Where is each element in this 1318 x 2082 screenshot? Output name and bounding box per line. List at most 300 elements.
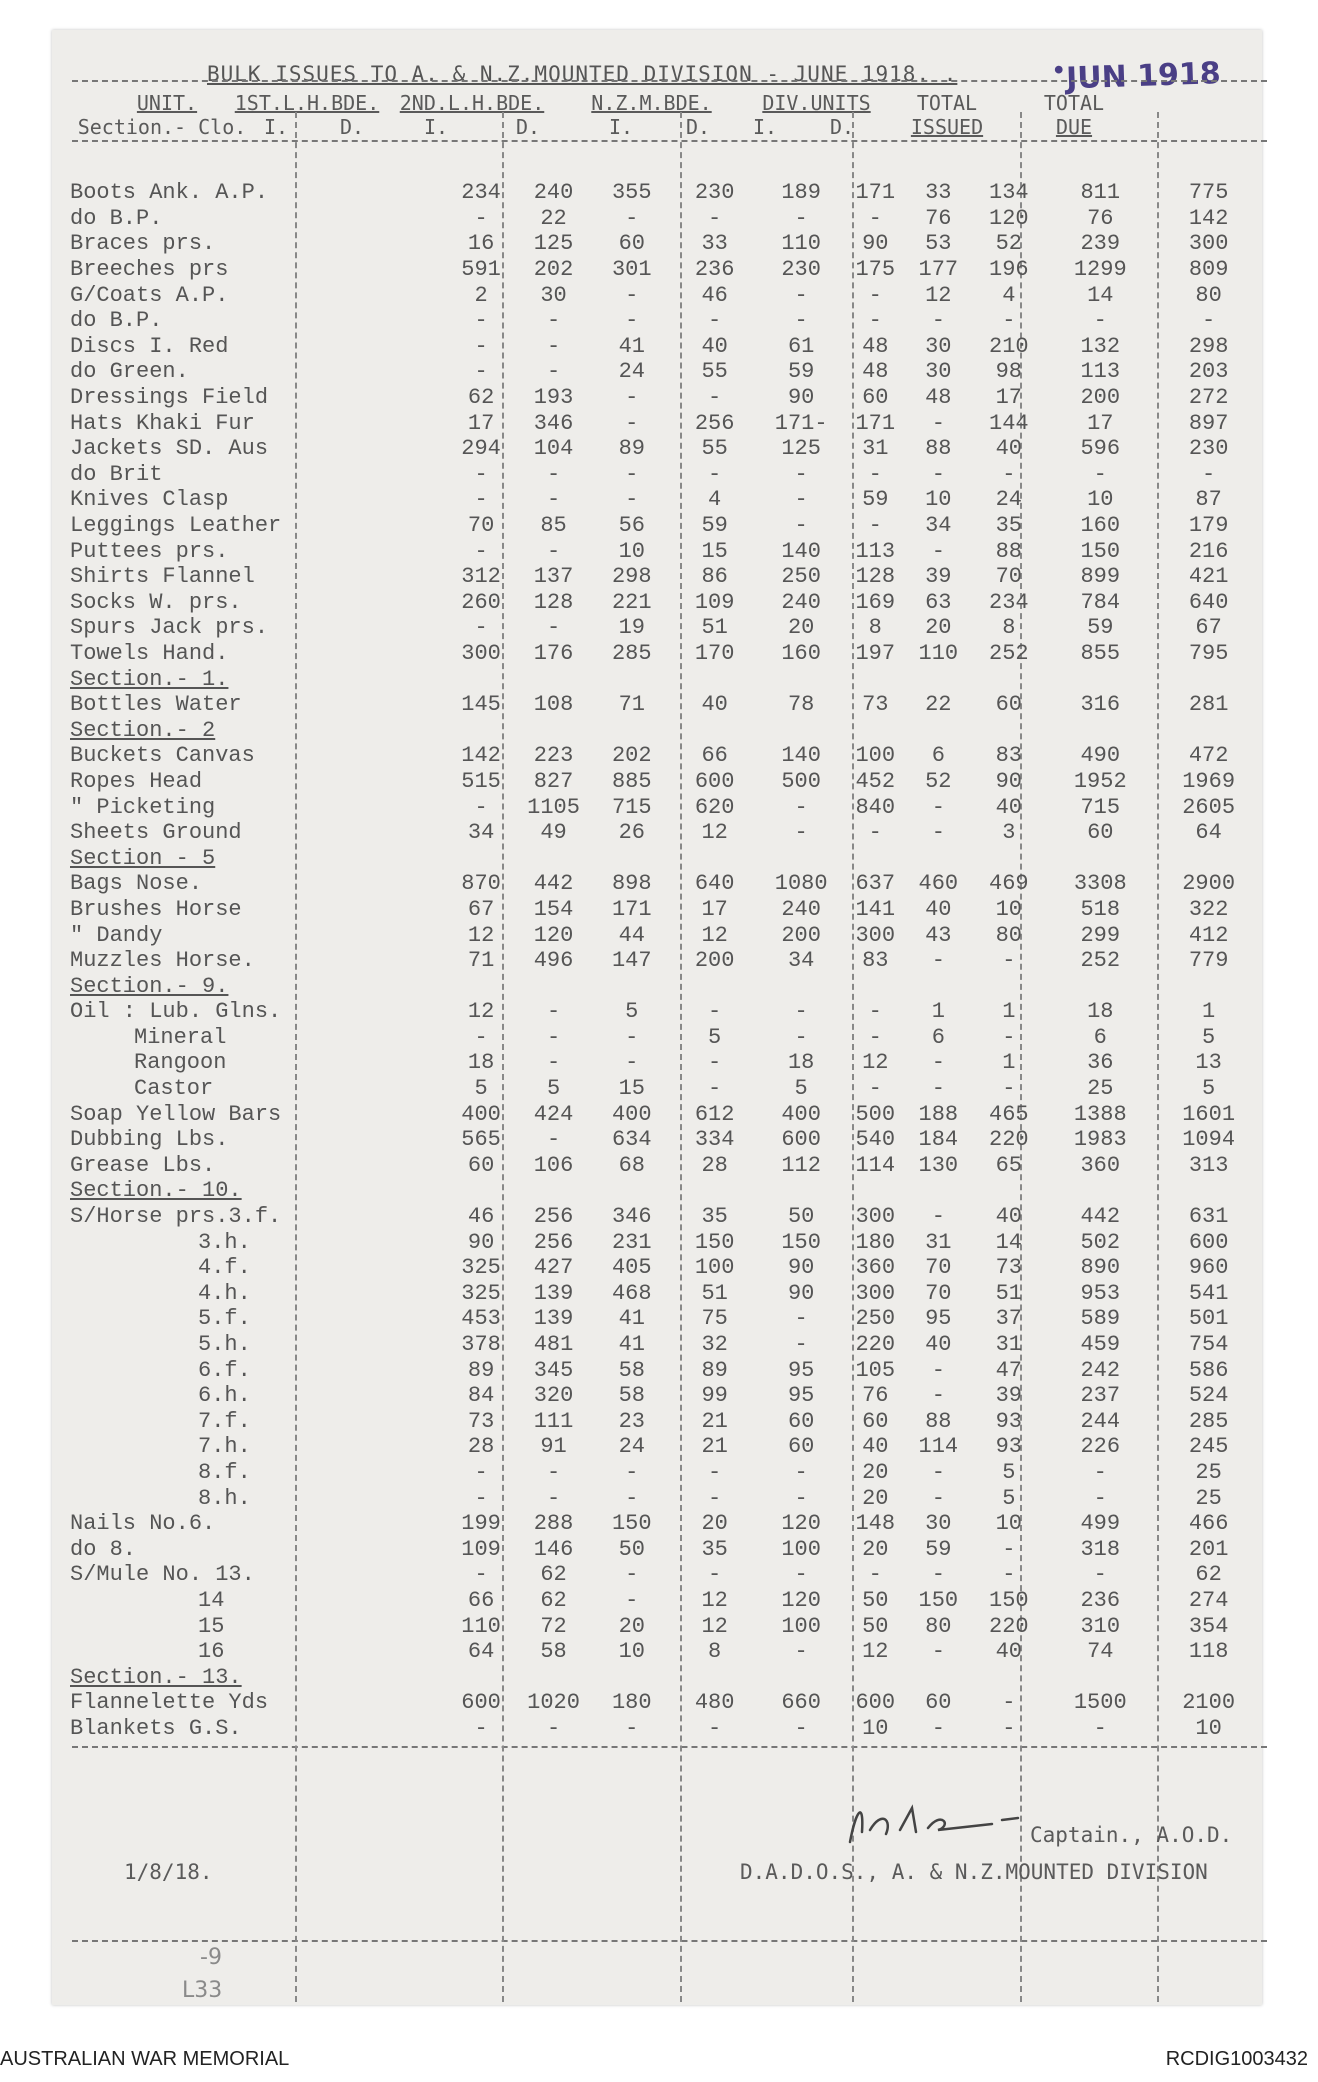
cell-value: - xyxy=(931,461,945,487)
cell-value: - xyxy=(1002,1562,1016,1588)
item-label: Bottles Water xyxy=(70,692,242,718)
cell-value xyxy=(673,973,756,999)
table-row xyxy=(70,1716,1262,1742)
cell-value: 400 xyxy=(611,1101,652,1127)
footer-archive-id: RCDIG1003432 xyxy=(1165,2048,1308,2070)
item-label: " Dandy xyxy=(70,922,163,948)
cell-value: 591 xyxy=(461,257,501,283)
cell-value xyxy=(1045,1178,1155,1204)
cell-value: 55 xyxy=(701,359,728,385)
cell-value: - xyxy=(708,999,722,1025)
cell-value: 24 xyxy=(618,1434,645,1460)
cell-value: 48 xyxy=(862,333,889,359)
table-row xyxy=(70,206,1262,232)
cell-value: - xyxy=(868,308,882,334)
cell-value: 51 xyxy=(995,1280,1023,1306)
cell-value: 200 xyxy=(694,948,735,974)
cell-value: 784 xyxy=(1080,589,1121,615)
cell-value: 147 xyxy=(611,948,652,974)
cell-value: 300 xyxy=(855,1204,896,1230)
cell-value: - xyxy=(868,205,882,231)
cell-value: 144 xyxy=(989,410,1029,436)
cell-value: 73 xyxy=(995,1255,1023,1281)
cell-value: 245 xyxy=(1188,1434,1229,1460)
cell-value: 24 xyxy=(995,487,1023,513)
cell-value: 110 xyxy=(461,1613,501,1639)
cell-value: 58 xyxy=(618,1383,645,1409)
cell-value xyxy=(517,845,591,871)
cell-value xyxy=(673,1178,756,1204)
cell-value xyxy=(1155,845,1262,871)
cell-value: 300 xyxy=(855,1280,896,1306)
signature xyxy=(842,1790,1042,1850)
rule-bottom xyxy=(72,1940,1267,1942)
cell-value: 64 xyxy=(1195,820,1222,846)
cell-value: - xyxy=(1093,461,1107,487)
table-row xyxy=(70,1204,1262,1230)
cell-value: 405 xyxy=(611,1255,652,1281)
cell-value: 59 xyxy=(701,513,728,539)
cell-value: 197 xyxy=(855,640,896,666)
cell-value: 6 xyxy=(931,1024,945,1050)
cell-value: - xyxy=(1202,461,1216,487)
cell-value: 244 xyxy=(1080,1408,1121,1434)
cell-value: 378 xyxy=(461,1332,501,1358)
cell-value: 48 xyxy=(862,359,889,385)
cell-value: - xyxy=(625,1459,639,1485)
cell-value xyxy=(756,845,846,871)
cell-value: 31 xyxy=(925,1229,952,1255)
cell-value: 114 xyxy=(918,1434,959,1460)
cell-value: 1983 xyxy=(1073,1127,1127,1153)
cell-value: - xyxy=(931,1562,945,1588)
item-label: Muzzles Horse. xyxy=(70,948,255,974)
cell-value: - xyxy=(868,1562,882,1588)
table-row xyxy=(70,794,1262,820)
rule-header xyxy=(72,140,1267,142)
cell-value xyxy=(972,973,1045,999)
cell-value: 100 xyxy=(781,1536,821,1562)
cell-value: 500 xyxy=(855,1101,896,1127)
cell-value: 41 xyxy=(618,333,645,359)
cell-value: 113 xyxy=(1080,359,1121,385)
cell-value xyxy=(846,666,904,692)
cell-value: 220 xyxy=(855,1332,896,1358)
table-row xyxy=(70,538,1262,564)
item-label: Sheets Ground xyxy=(70,820,242,846)
cell-value: 237 xyxy=(1080,1383,1121,1409)
item-label: 4.h. xyxy=(198,1280,251,1306)
cell-value: 18 xyxy=(1087,999,1114,1025)
cell-value xyxy=(673,717,756,743)
cell-value: - xyxy=(1202,308,1216,334)
cell-value: 80 xyxy=(925,1613,952,1639)
cell-value: 8 xyxy=(868,615,882,641)
cell-value: 21 xyxy=(701,1434,728,1460)
cell-value: 502 xyxy=(1080,1229,1121,1255)
cell-value: 345 xyxy=(533,1357,574,1383)
item-label: Spurs Jack prs. xyxy=(70,615,269,641)
cell-value: 41 xyxy=(618,1306,645,1332)
table-row xyxy=(70,180,1262,206)
cell-value: 87 xyxy=(1195,487,1222,513)
cell-value: 5 xyxy=(546,1076,561,1102)
table-row xyxy=(70,359,1262,385)
cell-value xyxy=(517,666,591,692)
cell-value: 1105 xyxy=(527,794,580,820)
cell-value: 176 xyxy=(533,640,574,666)
cell-value: 318 xyxy=(1080,1536,1121,1562)
cell-value: - xyxy=(794,794,808,820)
cell-value: 73 xyxy=(862,692,889,718)
cell-value: 346 xyxy=(611,1204,652,1230)
item-label: Ropes Head xyxy=(70,768,203,794)
cell-value: 70 xyxy=(467,513,495,539)
cell-value: 64 xyxy=(467,1639,495,1665)
section-label: Section.- 2 xyxy=(70,717,216,743)
cell-value: 86 xyxy=(701,564,728,590)
cell-value: 89 xyxy=(701,1357,728,1383)
cell-value: 242 xyxy=(1080,1357,1121,1383)
document-page xyxy=(52,30,1262,2005)
section-heading-row xyxy=(70,1664,1262,1690)
cell-value: - xyxy=(931,1383,945,1409)
cell-value: 150 xyxy=(694,1229,735,1255)
cell-value: 51 xyxy=(701,1280,728,1306)
cell-value: - xyxy=(794,308,808,334)
cell-value: 49 xyxy=(540,820,567,846)
cell-value: 2605 xyxy=(1182,794,1236,820)
cell-value: 5 xyxy=(625,999,639,1025)
cell-value: 210 xyxy=(989,333,1029,359)
cell-value: - xyxy=(794,205,808,231)
cell-value: 110 xyxy=(781,231,821,257)
cell-value: 10 xyxy=(1195,1715,1222,1741)
cell-value: - xyxy=(1002,461,1016,487)
cell-value: 490 xyxy=(1080,743,1121,769)
cell-value: 250 xyxy=(855,1306,896,1332)
cell-value: 51 xyxy=(701,615,728,641)
cell-value: 50 xyxy=(787,1204,815,1230)
cell-value: 20 xyxy=(701,1511,728,1537)
cell-value: 46 xyxy=(467,1204,495,1230)
cell-value: 48 xyxy=(925,385,952,411)
cell-value xyxy=(756,666,846,692)
cell-value: 67 xyxy=(467,896,495,922)
item-label: 7.h. xyxy=(198,1434,251,1460)
cell-value: 139 xyxy=(533,1306,574,1332)
header-sub-2: D. xyxy=(339,115,365,139)
cell-value: 16 xyxy=(467,231,495,257)
cell-value: - xyxy=(625,487,639,513)
cell-value: 40 xyxy=(925,1332,952,1358)
cell-value: 62 xyxy=(1195,1562,1222,1588)
section-label: Section - 5 xyxy=(70,845,216,871)
cell-value: 19 xyxy=(618,615,645,641)
cell-value: 239 xyxy=(1080,231,1121,257)
cell-value: 53 xyxy=(925,231,952,257)
item-label: Dubbing Lbs. xyxy=(70,1127,229,1153)
cell-value xyxy=(904,666,972,692)
cell-value: 202 xyxy=(533,257,574,283)
cell-value: - xyxy=(708,385,722,411)
cell-value xyxy=(445,1664,516,1690)
cell-value: 111 xyxy=(533,1408,574,1434)
item-label: Leggings Leather xyxy=(70,513,282,539)
cell-value: 660 xyxy=(781,1690,821,1716)
cell-value: - xyxy=(625,1024,639,1050)
cell-value: 74 xyxy=(1087,1639,1114,1665)
table-row xyxy=(70,231,1262,257)
stamp-mark: • xyxy=(1051,58,1067,84)
cell-value: 240 xyxy=(781,896,821,922)
cell-value: 71 xyxy=(467,948,495,974)
cell-value: 30 xyxy=(540,282,567,308)
cell-value: 899 xyxy=(1080,564,1121,590)
section-heading-row xyxy=(70,666,1262,692)
cell-value: - xyxy=(625,1562,639,1588)
cell-value: 104 xyxy=(533,436,574,462)
cell-value xyxy=(846,1178,904,1204)
cell-value: 953 xyxy=(1080,1280,1121,1306)
cell-value: - xyxy=(474,794,488,820)
cell-value: 150 xyxy=(781,1229,821,1255)
cell-value: 1 xyxy=(1202,999,1216,1025)
cell-value: 2 xyxy=(474,282,488,308)
cell-value: 52 xyxy=(995,231,1023,257)
document-title: BULK ISSUES TO A. & N.Z.MOUNTED DIVISION - JUNE 1918. . xyxy=(207,62,958,86)
cell-value: - xyxy=(474,1715,488,1741)
cell-value: 25 xyxy=(1195,1459,1222,1485)
cell-value: 40 xyxy=(862,1434,889,1460)
section-label: Section.- 9. xyxy=(70,973,229,999)
cell-value xyxy=(1155,666,1262,692)
cell-value: 453 xyxy=(461,1306,501,1332)
table-row xyxy=(70,1332,1262,1358)
cell-value: - xyxy=(474,1485,488,1511)
cell-value: 134 xyxy=(989,180,1029,206)
cell-value: 3308 xyxy=(1073,871,1127,897)
cell-value: 472 xyxy=(1188,743,1229,769)
header-group-1: 1ST.L.H.BDE. xyxy=(234,91,380,115)
cell-value xyxy=(445,973,516,999)
table-row xyxy=(70,410,1262,436)
cell-value: 43 xyxy=(925,922,952,948)
cell-value: - xyxy=(868,282,882,308)
cell-value: - xyxy=(868,513,882,539)
item-label: 6.f. xyxy=(198,1357,251,1383)
item-label: " Picketing xyxy=(70,794,216,820)
cell-value: 640 xyxy=(1188,589,1229,615)
cell-value: 202 xyxy=(611,743,652,769)
table-row xyxy=(70,820,1262,846)
cell-value: 346 xyxy=(533,410,574,436)
cell-value: 120 xyxy=(781,1587,821,1613)
cell-value: 171 xyxy=(855,410,896,436)
item-label: Boots Ank. A.P. xyxy=(70,180,269,206)
cell-value: 146 xyxy=(533,1536,574,1562)
cell-value: 13 xyxy=(1195,1050,1222,1076)
cell-value: 15 xyxy=(618,1076,645,1102)
header-sub-6: D. xyxy=(685,115,711,139)
item-label: Castor xyxy=(134,1076,214,1102)
cell-value: 137 xyxy=(533,564,574,590)
cell-value: 39 xyxy=(925,564,952,590)
cell-value: - xyxy=(708,1459,722,1485)
cell-value: - xyxy=(1093,1715,1107,1741)
cell-value: - xyxy=(474,205,488,231)
table-row xyxy=(70,769,1262,795)
cell-value: - xyxy=(546,487,561,513)
cell-value: 90 xyxy=(787,1255,815,1281)
cell-value: 68 xyxy=(618,1152,645,1178)
cell-value xyxy=(673,666,756,692)
cell-value xyxy=(972,1178,1045,1204)
item-label: 14 xyxy=(198,1587,225,1613)
cell-value: - xyxy=(474,1459,488,1485)
cell-value: - xyxy=(794,1024,808,1050)
table-row xyxy=(70,922,1262,948)
cell-value: 15 xyxy=(701,538,728,564)
cell-value: 28 xyxy=(467,1434,495,1460)
cell-value: 20 xyxy=(862,1459,889,1485)
cell-value: 34 xyxy=(925,513,952,539)
cell-value: 40 xyxy=(701,333,728,359)
cell-value: 125 xyxy=(533,231,574,257)
cell-value: 300 xyxy=(1188,231,1229,257)
cell-value: 216 xyxy=(1188,538,1229,564)
cell-value: 196 xyxy=(989,257,1029,283)
table-row xyxy=(70,743,1262,769)
cell-value: 600 xyxy=(855,1690,896,1716)
cell-value: 252 xyxy=(989,640,1029,666)
cell-value: 634 xyxy=(611,1127,652,1153)
cell-value: 827 xyxy=(533,768,574,794)
cell-value: 10 xyxy=(1087,487,1114,513)
cell-value: - xyxy=(708,1076,722,1102)
cell-value: 60 xyxy=(467,1152,495,1178)
cell-value: 1969 xyxy=(1182,768,1236,794)
table-row xyxy=(70,1434,1262,1460)
cell-value: 230 xyxy=(1188,436,1229,462)
cell-value: 132 xyxy=(1080,333,1121,359)
cell-value: 230 xyxy=(694,180,735,206)
item-label: Mineral xyxy=(134,1024,227,1050)
cell-value: 12 xyxy=(701,922,728,948)
cell-value: 400 xyxy=(781,1101,821,1127)
cell-value: 334 xyxy=(694,1127,735,1153)
cell-value: - xyxy=(546,1127,561,1153)
cell-value: 75 xyxy=(701,1306,728,1332)
cell-value: 234 xyxy=(989,589,1029,615)
cell-value xyxy=(590,717,673,743)
cell-value: 20 xyxy=(618,1613,645,1639)
cell-value: 21 xyxy=(701,1408,728,1434)
cell-value xyxy=(1155,1664,1262,1690)
stamp-text: JUN 1918 xyxy=(1065,56,1222,97)
header-sub-3: I. xyxy=(423,115,449,139)
cell-value: - xyxy=(708,461,722,487)
table-row xyxy=(70,564,1262,590)
cell-value: 148 xyxy=(855,1511,896,1537)
cell-value: - xyxy=(931,1357,945,1383)
cell-value: 320 xyxy=(533,1383,574,1409)
cell-value: 313 xyxy=(1188,1152,1229,1178)
table-row xyxy=(70,334,1262,360)
cell-value xyxy=(517,973,591,999)
cell-value: 890 xyxy=(1080,1255,1121,1281)
cell-value: 76 xyxy=(1087,205,1114,231)
item-label: 6.h. xyxy=(198,1383,251,1409)
cell-value: 52 xyxy=(925,768,952,794)
cell-value: 31 xyxy=(862,436,889,462)
table-row xyxy=(70,1025,1262,1051)
cell-value: - xyxy=(708,308,722,334)
cell-value: - xyxy=(625,385,639,411)
cell-value: - xyxy=(708,205,722,231)
cell-value: 596 xyxy=(1080,436,1121,462)
cell-value: 501 xyxy=(1188,1306,1229,1332)
cell-value: 223 xyxy=(533,743,574,769)
cell-value: - xyxy=(474,1562,488,1588)
cell-value: 110 xyxy=(918,640,959,666)
cell-value: - xyxy=(931,948,945,974)
cell-value: 281 xyxy=(1188,692,1229,718)
cell-value: 20 xyxy=(787,615,815,641)
header-total-due-2: DUE xyxy=(1055,115,1093,139)
cell-value: - xyxy=(868,820,882,846)
cell-value: 180 xyxy=(855,1229,896,1255)
cell-value: 118 xyxy=(1188,1639,1229,1665)
cell-value: 1 xyxy=(931,999,945,1025)
cell-value: - xyxy=(474,461,488,487)
cell-value: - xyxy=(625,282,639,308)
cell-value: - xyxy=(625,410,639,436)
cell-value: - xyxy=(625,1715,639,1741)
cell-value: 40 xyxy=(925,896,952,922)
cell-value: 20 xyxy=(862,1485,889,1511)
cell-value: 106 xyxy=(533,1152,574,1178)
table-row xyxy=(70,1127,1262,1153)
pencil-note-1: -9 xyxy=(200,1945,222,1970)
table-row xyxy=(70,999,1262,1025)
cell-value: 1388 xyxy=(1073,1101,1127,1127)
cell-value: - xyxy=(931,1459,945,1485)
cell-value: 171 xyxy=(855,180,896,206)
header-total-issued-2: ISSUED xyxy=(910,115,984,139)
cell-value: 459 xyxy=(1080,1332,1121,1358)
table-row xyxy=(70,1409,1262,1435)
cell-value: 59 xyxy=(925,1536,952,1562)
cell-value: 40 xyxy=(995,1639,1023,1665)
cell-value: 288 xyxy=(533,1511,574,1537)
cell-value: 95 xyxy=(787,1383,815,1409)
item-label: Towels Hand. xyxy=(70,640,229,666)
cell-value: 2900 xyxy=(1182,871,1236,897)
cell-value: 180 xyxy=(611,1690,652,1716)
cell-value: 177 xyxy=(918,257,959,283)
cell-value: 17 xyxy=(701,896,728,922)
cell-value: 4 xyxy=(1002,282,1016,308)
table-row xyxy=(70,1357,1262,1383)
cell-value: 188 xyxy=(918,1101,959,1127)
cell-value: 12 xyxy=(467,922,495,948)
cell-value: - xyxy=(931,308,945,334)
cell-value: 231 xyxy=(611,1229,652,1255)
cell-value: - xyxy=(794,1715,808,1741)
cell-value: 500 xyxy=(781,768,821,794)
cell-value: 99 xyxy=(701,1383,728,1409)
